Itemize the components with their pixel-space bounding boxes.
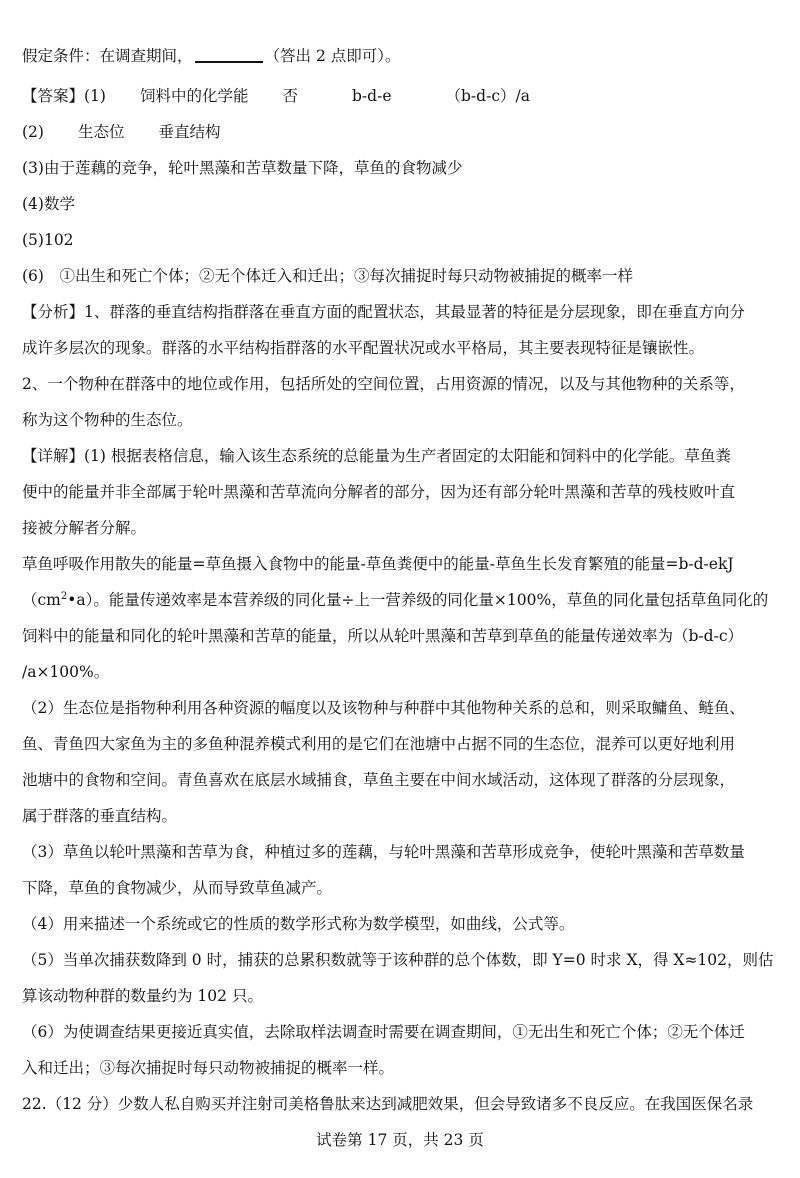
- detail-l17: （6）为使调查结果更接近真实值，去除取样法调查时需要在调查期间，①无出生和死亡个体；②无个体迁: [22, 1023, 745, 1041]
- detail-l5: [22, 590, 782, 610]
- analysis-p2-l1: 2、一个物种在群落中的地位或作用，包括所处的空间位置，占用资源的情况，以及与其他物种的关系等，: [22, 375, 745, 393]
- answer-1c: b-d-e: [352, 87, 392, 105]
- answer-line-3: (3)由于莲藕的竞争，轮叶黑藻和苦草数量下降，草鱼的食物减少: [22, 159, 463, 177]
- answer-1d: （b-d-c）/a: [445, 87, 530, 105]
- detail-l15: （5）当单次捕获数降到 0 时，捕获的总累积数就等于该种群的总个体数，即 Y=0 时求 X，得 X≈102，则估: [22, 951, 774, 969]
- answer-tag: 【答案】(1): [22, 87, 106, 105]
- detail-l9: 鱼、青鱼四大家鱼为主的多鱼种混养模式利用的是它们在池塘中占据不同的生态位，混养可以更好地利用: [22, 735, 736, 753]
- answer-line-5: (5)102: [22, 231, 74, 249]
- unit-suffix-text: •a）。能量传递效率是本营养级的同化量÷上一营养级的同化量×100%，草鱼的同化量包括草鱼同化的: [67, 591, 769, 609]
- page-footer: 试卷第 17 页，共 23 页: [316, 1131, 484, 1149]
- detail-l18: 入和迁出；③每次捕捉时每只动物被捕捉的概率一样。: [22, 1059, 395, 1077]
- detail-l3: 接被分解者分解。: [22, 519, 147, 537]
- answer-2a: 生态位: [77, 123, 125, 141]
- detail-l2: 便中的能量并非全部属于轮叶黑藻和苦草流向分解者的部分，因为还有部分轮叶黑藻和苦草的残枝败叶直: [22, 483, 736, 501]
- detail-l16: 算该动物种群的数量约为 102 只。: [22, 987, 263, 1005]
- assumption-prefix: 假定条件：在调查期间，: [22, 47, 193, 65]
- detail-l12: （3）草鱼以轮叶黑藻和苦草为食，种植过多的莲藕，与轮叶黑藻和苦草形成竞争，使轮叶黑藻和苦草数量: [22, 843, 745, 861]
- detail-l8: （2）生态位是指物种利用各种资源的幅度以及该物种与种群中其他物种关系的总和，则采取鳙鱼、鲢鱼、: [22, 699, 745, 717]
- detail-l13: 下降，草鱼的食物减少，从而导致草鱼减产。: [22, 879, 333, 897]
- answer-line-2: [22, 122, 782, 142]
- answer-blank: [195, 47, 263, 63]
- unit-superscript: 2: [60, 590, 68, 602]
- answer-1b: 否: [282, 87, 298, 105]
- detail-l1: 【详解】(1) 根据表格信息，输入该生态系统的总能量为生产者固定的太阳能和饲料中的化学能。草鱼粪: [22, 447, 731, 465]
- detail-l7: /a×100%。: [22, 663, 110, 681]
- detail-l4: 草鱼呼吸作用散失的能量=草鱼摄入食物中的能量-草鱼粪便中的能量-草鱼生长发育繁殖的能量=b-d-ekJ: [22, 555, 734, 573]
- answer-2-num: (2): [22, 123, 44, 141]
- answer-line-4: (4)数学: [22, 195, 75, 213]
- assumption-line: [22, 46, 782, 66]
- detail-l6: 饲料中的能量和同化的轮叶黑藻和苦草的能量，所以从轮叶黑藻和苦草到草鱼的能量传递效率为（b-d-c）: [22, 627, 744, 645]
- next-question: 22.（12 分）少数人私自购买并注射司美格鲁肽来达到减肥效果，但会导致诸多不良反应。在我国医保名录: [22, 1095, 754, 1113]
- detail-l14: （4）用来描述一个系统或它的性质的数学形式称为数学模型，如曲线，公式等。: [22, 915, 575, 933]
- answer-1a: 饲料中的化学能: [139, 87, 249, 105]
- assumption-suffix: （答出 2 点即可）。: [264, 47, 401, 65]
- analysis-p1-l1: 【分析】1、群落的垂直结构指群落在垂直方面的配置状态，其最显著的特征是分层现象，即在垂直方向分: [22, 303, 745, 321]
- unit-prefix: （cm: [22, 591, 61, 609]
- detail-l11: 属于群落的垂直结构。: [22, 807, 178, 825]
- answer-line-6: (6) ①出生和死亡个体；②无个体迁入和迁出；③每次捕捉时每只动物被捕捉的概率一样: [22, 267, 633, 285]
- answer-line-1: [22, 86, 782, 106]
- answer-2b: 垂直结构: [158, 123, 221, 141]
- analysis-p1-l2: 成许多层次的现象。群落的水平结构指群落的水平配置状况或水平格局，其主要表现特征是镶嵌性。: [22, 339, 705, 357]
- detail-l10: 池塘中的食物和空间。青鱼喜欢在底层水域捕食，草鱼主要在中间水域活动，这体现了群落的分层现象，: [22, 771, 736, 789]
- analysis-p2-l2: 称为这个物种的生态位。: [22, 411, 193, 429]
